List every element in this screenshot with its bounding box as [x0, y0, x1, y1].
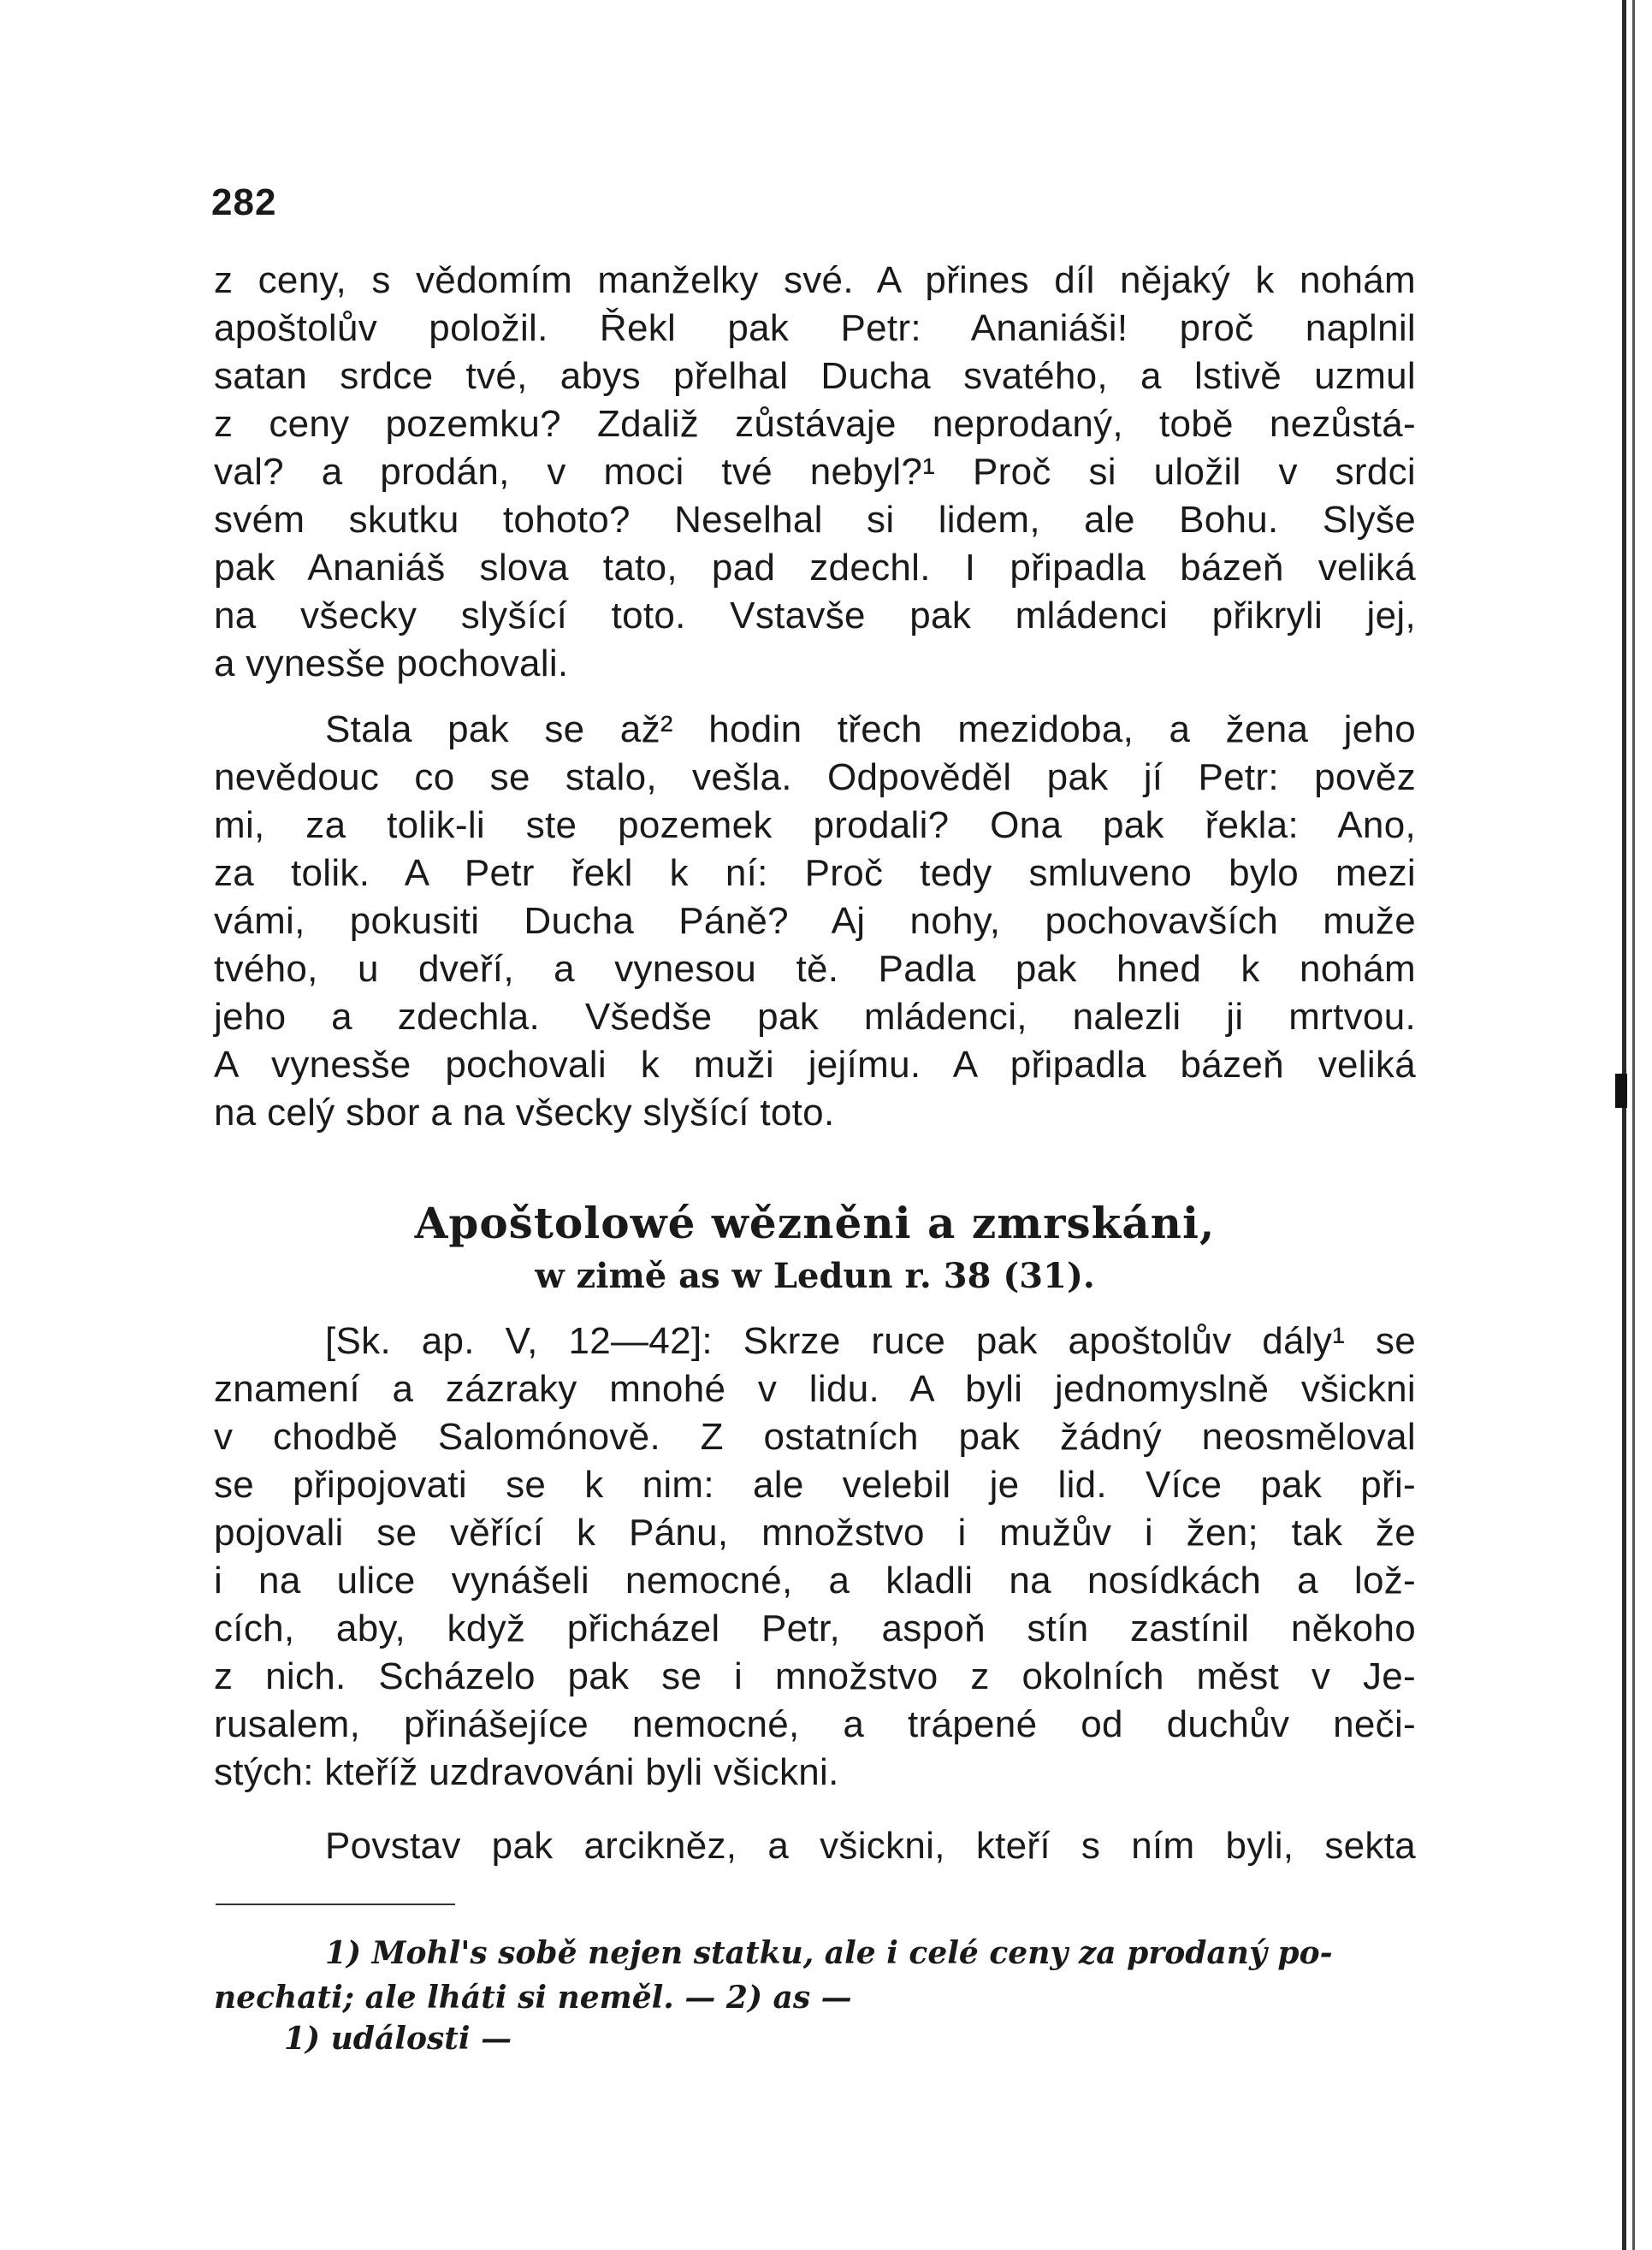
- text-line: se připojovati se k nim: ale velebil je lid. Více pak při-: [214, 1464, 1416, 1506]
- page-number: 282: [211, 181, 277, 223]
- text-line: tvého, u dveří, a vynesou tě. Padla pak hned k nohám: [214, 948, 1416, 990]
- text-line: Povstav pak arcikněz, a všickni, kteří s ním byli, sekta: [325, 1825, 1416, 1867]
- page-edge-shadow: [1632, 0, 1635, 2250]
- text-line: nevědouc co se stalo, vešla. Odpověděl pak jí Petr: pověz: [214, 756, 1416, 798]
- text-line: z ceny pozemku? Zdaliž zůstávaje neprodaný, tobě nezůstá-: [214, 403, 1416, 445]
- text-line: z ceny, s vědomím manželky své. A přines díl nějaký k nohám: [214, 259, 1416, 301]
- text-line: i na ulice vynášeli nemocné, a kladli na nosídkách a lož-: [214, 1560, 1416, 1602]
- paragraph-2: [214, 706, 1416, 1137]
- page-edge-mark: [1615, 1074, 1627, 1108]
- text-line: apoštolův položil. Řekl pak Petr: Ananiáši! proč naplnil: [214, 307, 1416, 349]
- text-line: cích, aby, když přicházel Petr, aspoň stín zastínil někoho: [214, 1608, 1416, 1649]
- text-line: svém skutku tohoto? Neselhal si lidem, ale Bohu. Slyše: [214, 499, 1416, 541]
- paragraph-1: [214, 257, 1416, 688]
- text-line: mi, za tolik-li ste pozemek prodali? Ona pak řekla: Ano,: [214, 804, 1416, 846]
- text-line: na celý sbor a na všecky slyšící toto.: [214, 1092, 835, 1134]
- text-line: z nich. Scházelo pak se i množstvo z okolních měst v Je-: [214, 1655, 1416, 1697]
- text-line: vámi, pokusiti Ducha Páně? Aj nohy, pochovavších muže: [214, 900, 1416, 942]
- text-line: satan srdce tvé, abys přelhal Ducha svatého, a lstivě uzmul: [214, 355, 1416, 397]
- text-line: val? a prodán, v moci tvé nebyl?¹ Proč si uložil v srdci: [214, 451, 1416, 493]
- footnote-line: nechati; ale lháti si neměl. — 2) as —: [214, 1980, 852, 2016]
- section-title: Apoštolowé wězněni a zmrskáni,: [414, 1198, 1216, 1248]
- text-line: rusalem, přinášejíce nemocné, a trápené od duchův neči-: [214, 1703, 1416, 1745]
- footnote-line: 1) Mohl's sobě nejen statku, ale i celé ceny za prodaný po-: [325, 1935, 1333, 1971]
- text-line: A vynesše pochovali k muži jejímu. A připadla bázeň veliká: [214, 1044, 1416, 1086]
- text-line: pojovali se věřící k Pánu, množstvo i mužův i žen; tak že: [214, 1512, 1416, 1554]
- text-line: a vynesše pochovali.: [214, 642, 569, 684]
- text-line: stých: kteříž uzdravováni byli všickni.: [214, 1751, 839, 1793]
- text-line: pak Ananiáš slova tato, pad zdechl. I připadla bázeň veliká: [214, 547, 1416, 589]
- text-line: Stala pak se až² hodin třech mezidoba, a žena jeho: [325, 708, 1416, 750]
- footnote-line: 1) události —: [284, 2021, 512, 2057]
- text-line: za tolik. A Petr řekl k ní: Proč tedy smluveno bylo mezi: [214, 852, 1416, 894]
- footnote-divider: [216, 1904, 455, 1905]
- text-line: [Sk. ap. V, 12—42]: Skrze ruce pak apoštolův dály¹ se: [325, 1320, 1416, 1362]
- text-line: na všecky slyšící toto. Vstavše pak mládenci přikryli jej,: [214, 595, 1416, 637]
- text-line: v chodbě Salomónově. Z ostatních pak žádný neosměloval: [214, 1416, 1416, 1458]
- text-line: jeho a zdechla. Všedše pak mládenci, nalezli ji mrtvou.: [214, 996, 1416, 1038]
- text-line: znamení a zázraky mnohé v lidu. A byli jednomyslně všickni: [214, 1368, 1416, 1410]
- section-subtitle: w zimě as w Ledun r. 38 (31).: [535, 1256, 1095, 1296]
- page-edge-binding: [1622, 0, 1626, 2250]
- paragraph-4: [214, 1822, 1416, 1870]
- paragraph-3: [214, 1317, 1416, 1797]
